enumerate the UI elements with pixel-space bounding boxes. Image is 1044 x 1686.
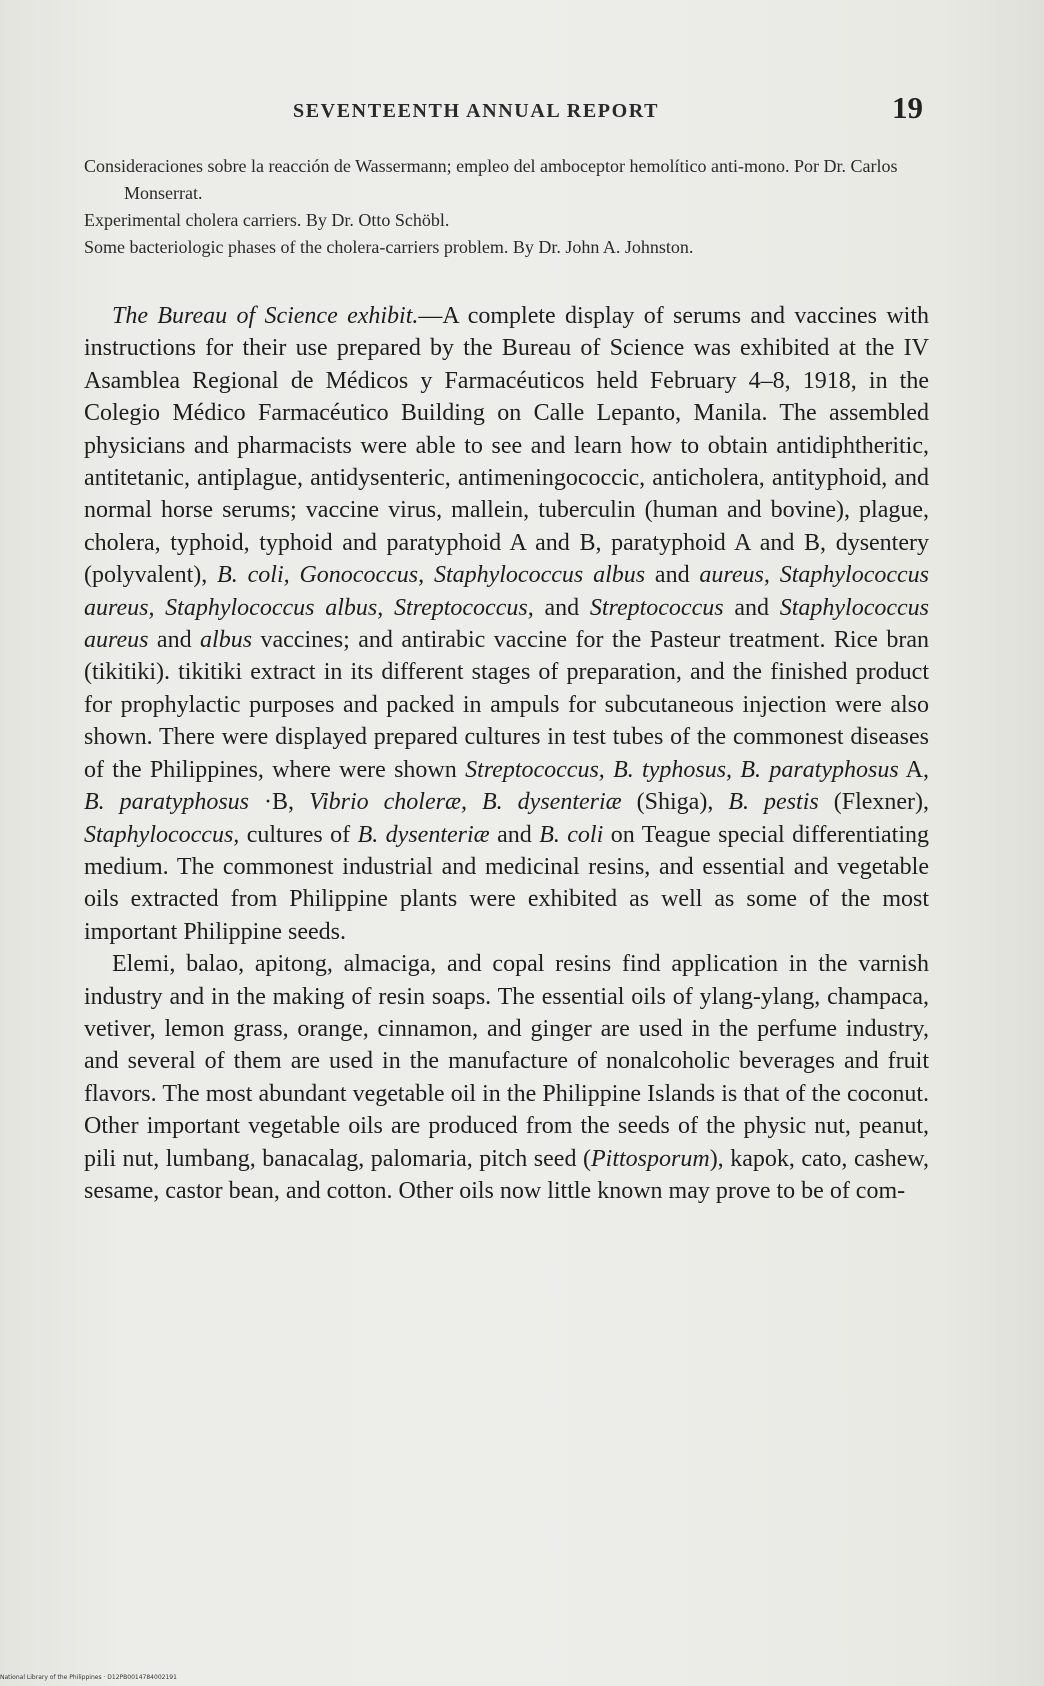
page-number: 19 bbox=[892, 90, 923, 125]
scientific-name: B. coli, Gonococcus, Staphylococcus albus bbox=[217, 562, 646, 589]
scientific-name: aureus, Staphylococcus aureus, Staphylococcus albus, Streptococcus, bbox=[84, 562, 929, 621]
section-lead: The Bureau of Science exhibit. bbox=[112, 303, 419, 329]
reference-item: Consideraciones sobre la reacción de Wassermann; empleo del amboceptor hemolítico anti-mono. Por Dr. Carlos Monserrat. bbox=[84, 156, 898, 203]
scientific-name: Pittosporum bbox=[591, 1145, 710, 1172]
text-run: (Flexner), bbox=[818, 789, 930, 816]
text-run: (Shiga), bbox=[621, 789, 729, 816]
reference-item: Experimental cholera carriers. By Dr. Otto Schöbl. bbox=[84, 210, 450, 230]
running-title: SEVENTEENTH ANNUAL REPORT bbox=[293, 100, 660, 122]
text-run: and bbox=[723, 594, 780, 621]
text-run: and bbox=[533, 594, 590, 621]
paragraph-bureau-exhibit bbox=[84, 300, 929, 948]
scientific-name: B. dysenteriæ bbox=[357, 821, 490, 848]
library-stamp: National Library of the Philippines · D12PB0014784002191 bbox=[0, 1674, 177, 1681]
reference-item: Some bacteriologic phases of the cholera-carriers problem. By Dr. John A. Johnston. bbox=[84, 237, 694, 257]
scientific-name: Vibrio choleræ, B. dysenteriæ bbox=[309, 789, 622, 816]
scientific-name: B. paratyphosus bbox=[84, 789, 250, 816]
text-run: ·B, bbox=[249, 789, 310, 816]
text-run: vaccines; and antirabic vaccine for the Pasteur treatment. Rice bran (tikitiki). tikitiki extract in its different stages of preparation, and the finished product for prophylactic purposes and packed in ampuls for subcutaneous injection were also shown. There were displayed prepared cultures in test tubes of the commonest diseases of the Philippines, where were shown bbox=[84, 627, 930, 783]
text-run: A, bbox=[898, 756, 929, 783]
scientific-name: B. coli bbox=[539, 821, 604, 848]
text-run: Elemi, balao, apitong, almaciga, and copal resins find application in the varnish industry and in the making of resin soaps. The essential oils of ylang-ylang, champaca, vetiver, lemon grass, orange, cinnamon, and ginger are used in the perfume industry, and several of them are used in the manufacture of nonalcoholic beverages and fruit flavors. The most abundant vegetable oil in the Philippine Islands is that of the coconut. Other important vegetable oils are produced from the seeds of the physic nut, peanut, pili nut, lumbang, banacalag, palomaria, pitch seed ( bbox=[84, 951, 929, 1172]
scientific-name: Staphylococcus aureus bbox=[84, 594, 930, 654]
text-run: on Teague special differentiating medium. The commonest industrial and medicinal resins, and essential and vegetable oils extracted from Philippine plants were exhibited as well as some of the most important Philippine seeds. bbox=[84, 821, 930, 945]
page-header bbox=[293, 90, 943, 136]
text-run: and bbox=[489, 821, 540, 848]
scientific-name: albus bbox=[200, 627, 253, 654]
text-run: cultures of bbox=[239, 821, 358, 848]
reference-list bbox=[84, 153, 929, 261]
text-run: and bbox=[645, 562, 700, 589]
scientific-name: B. pestis bbox=[728, 789, 819, 816]
scientific-name: Staphylococcus, bbox=[84, 821, 240, 848]
scientific-name: Streptococcus, B. typhosus, B. paratyphosus bbox=[465, 756, 899, 783]
text-run: and bbox=[148, 627, 201, 654]
text-run: ), kapok, cato, cashew, sesame, castor bean, and cotton. Other oils now little known may prove to be of com- bbox=[84, 1145, 930, 1204]
paragraph-resins-oils bbox=[84, 948, 929, 1207]
text-run: —A complete display of serums and vaccines with instructions for their use prepared by the Bureau of Science was exhibited at the IV Asamblea Regional de Médicos y Farmacéuticos held February 4–8, 1918, in the Colegio Médico Farmacéutico Building on Calle Lepanto, Manila. The assembled physicians and pharmacists were able to see and learn how to obtain antidiphtheritic, antitetanic, antiplague, antidysenteric, antimeningococcic, anticholera, antityphoid, and normal horse serums; vaccine virus, mallein, tuberculin (human and bovine), plague, cholera, typhoid, typhoid and paratyphoid A and B, paratyphoid A and B, dysentery (polyvalent), bbox=[84, 303, 930, 589]
body-text bbox=[84, 300, 929, 1207]
scientific-name: Streptococcus bbox=[589, 594, 724, 621]
